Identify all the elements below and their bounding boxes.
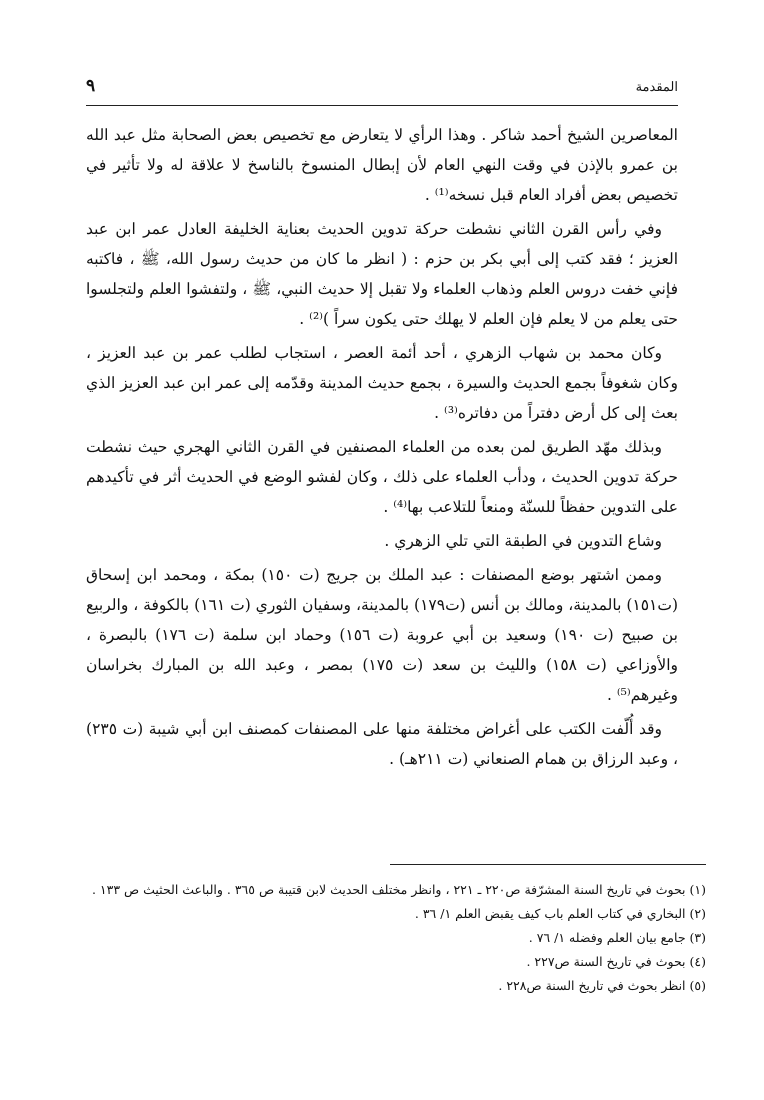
footnote: (٤) بحوث في تاريخ السنة ص٢٢٧ .	[526, 954, 706, 969]
paragraph: وممن اشتهر بوضع المصنفات : عبد الملك بن جريج (ت ١٥٠) بمكة ، ومحمد ابن إسحاق (ت١٥١) بالمدينة، ومالك بن أنس (ت١٧٩) بالمدينة، وسفيان الثوري (ت ١٦١) بالكوفة ، والربيع بن صبيح (ت ١٩٠) وسعيد بن أبي عروبة (ت ١٥٦) وحماد ابن سلمة (ت ١٧٦) بالبصرة ، والأوزاعي (ت ١٥٨) والليث بن سعد (ت ١٧٥) بمصر ، وعبد الله بن المبارك بخراسان وغيرهم⁽⁵⁾ .	[86, 566, 678, 704]
header-rule	[86, 105, 678, 106]
paragraph: وفي رأس القرن الثاني نشطت حركة تدوين الحديث بعناية الخليفة العادل عمر ابن عبد العزيز ؛ فقد كتب إلى أبي بكر بن حزم : ( انظر ما كان من حديث رسول الله، ﷺ ، فاكتبه فإني خفت دروس العلم وذهاب العلماء ولا تقبل إلا حديث النبي، ﷺ ، ولتفشوا العلم ولتجلسوا حتى يعلم من لا يعلم فإن العلم لا يهلك حتى يكون سراً )⁽²⁾ .	[86, 220, 678, 328]
footnote-separator	[390, 864, 706, 865]
footnote: (١) بحوث في تاريخ السنة المشرّفة ص٢٢٠ ـ ٢٢١ ، وانظر مختلف الحديث لابن قتيبة ص ٣٦٥ . والباعث الحثيث ص ١٣٣ .	[91, 882, 706, 897]
footnote: (٥) انظر بحوث في تاريخ السنة ص٢٢٨ .	[498, 978, 706, 993]
paragraph: وكان محمد بن شهاب الزهري ، أحد أئمة العصر ، استجاب لطلب عمر بن عبد العزيز ، وكان شغوفاً بجمع الحديث والسيرة ، بجمع حديث المدينة وقدّمه إلى عمر ابن عبد العزيز الذي بعث إلى كل أرض دفتراً من دفاتره⁽³⁾ .	[86, 344, 678, 422]
footnote: (٢) البخاري في كتاب العلم باب كيف يقبض العلم ١/ ٣٦ .	[414, 906, 706, 921]
running-title: المقدمة	[635, 80, 678, 95]
footnote: (٣) جامع بيان العلم وفضله ١/ ٧٦ .	[528, 930, 706, 945]
footnotes	[86, 878, 706, 998]
paragraph: وبذلك مهّد الطريق لمن بعده من العلماء المصنفين في القرن الثاني الهجري حيث نشطت حركة تدوين الحديث ، ودأب العلماء على ذلك ، وكان لفشو الوضع في الحديث أثر في تأكيدهم على التدوين حفظاً للسنّة ومنعاً للتلاعب بها⁽⁴⁾ .	[86, 438, 678, 516]
paragraph: المعاصرين الشيخ أحمد شاكر . وهذا الرأي لا يتعارض مع تخصيص بعض الصحابة مثل عبد الله بن عمرو بالإذن في وقت النهي العام لأن إبطال المنسوخ بالناسخ لا علاقة له ولا تأثير في تخصيص بعض أفراد العام قبل نسخه⁽¹⁾ .	[86, 126, 678, 204]
paragraph: وقد أُلّفت الكتب على أغراض مختلفة منها على المصنفات كمصنف ابن أبي شيبة (ت ٢٣٥) ، وعبد الرزاق بن همام الصنعاني (ت ٢١١هـ) .	[86, 720, 678, 768]
page-header	[86, 70, 678, 106]
paragraph: وشاع التدوين في الطبقة التي تلي الزهري .	[384, 532, 662, 550]
main-text	[86, 120, 678, 778]
page-number: ٩	[86, 76, 96, 96]
